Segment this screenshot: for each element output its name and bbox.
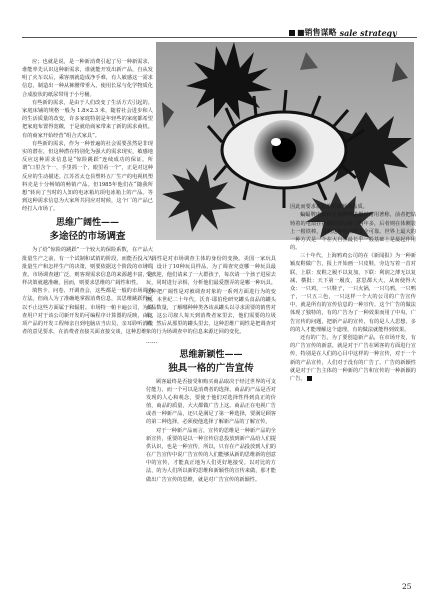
col3-paragraph: 因此而要求新思维的新颖性品质。 xyxy=(290,204,368,210)
section-title-cn: ■销售谋略 xyxy=(297,28,337,37)
header-square-icon xyxy=(289,30,295,36)
col3-paragraph xyxy=(290,334,416,383)
col3-paragraph: 蝙蝠牌电扇和星港牌梦思都以耐用著称，前者把钻铸着的电扇挂在榴窗里运转了两年多，后者则在体侧装上一根铁棒，说明这种电扇的安全可靠。世界上最大的一种方式是一个在大自然最长乎一般基础上是最起作用的。 xyxy=(290,212,416,251)
column-middle xyxy=(146,255,276,484)
col1-paragraph: 为了给“惊险的跳跃”一个较大的保险系数，在产品大批量生产之前，有一个试制和试销的阶段，而能否投入大批量生产和怎样生产的决策，则要依据这个阶段的市场调查。市场调查越广泛，则客观需求信息的来源越丰富，这样决策就越准确，因而，则要求思维的广阔性和性。 xyxy=(22,247,153,286)
col1-paragraph: 填售卡、问卷、开调查会，这些都是一般的市场调查方法。但商人为了准确地掌握消费信息，其思维跳跃得可以不止这些方面属于和辐射。市场特一帕卡遍公司，为调查用户对于该公司新开发的可编程序计算器的反映，由这项产品的开发工程师亲自到电脑店当店员，亲耳聆听消费者的意见要求，在消费者直接关面直接交谈，这种思维 xyxy=(22,288,153,336)
col2-paragraph: 对于一种新产品而言，宣传的思维是一种新产品的全新宣传，重要的是以一种宣传信息投放到新产品给人们提供认识，也是一种宣传，所以，只有在产品投放到人们的在广告宣传中说广告宣传的人们能够从新的思维新的创意中的宣传，才能真正地为人们更好地接受。以对比的方法，的为人们所以新的思维和新颖性的宣传来做，那才能做出广告宣传的思维，就是对广告宣传的新颖性。 xyxy=(146,427,276,483)
col1-paragraph: 应；也就是说，是一种新消费引起了另一种新需求，谁能率先认识这种新需求，谁就能开发出新产品，自从发明了火车以后，乘客朋就造成净手难，有人敏感这一需求信息，制造出一种从裤腰带垂入，使用长尿与化学物质化合成胶状的纸尿带用于小号桶。 xyxy=(22,59,153,98)
col3-paragraph-text: 还有的广告，为了要创造新产品，在市场开发，有的广告宣传的新意，就是对于广告在顾客的方面进行宣传，特别是在人们的心目中这样的一种宣传，对于一个新的产品宣传，人们对于没有的广告了。广告的新颖性就是对于广告主体的一种新的广告和宣传的一种新颖的广告。 xyxy=(290,335,416,382)
col3-paragraph: 三十年代，上海鸦鸡公司的在《新闻报》为一种新颖皮鞋做广告，报上开始画一只皮鞋，旁边写着一首对联，上联：皮鞋之履不以复加，下联：利润之薄无以复减，横批：天下第一履皮，意思都大大，从而使得大众：一只鸡，一只鞋子，一只火锅，一只乌鸦，一只鸭子，一只五三色，一只这样一个大的公司的广告宣传中，就是所有的宣传信息的一种宣传。这个广告的做法体现了独特的，有的广告为了一种效果而用了中央、广告宣传的问题，把新产品的宣传，有的是人人思想，多的的人才能理解这个道理，有的做法就能得到效果。 xyxy=(290,253,416,333)
section-subheading-novelty: 独具一格的广告宣传 xyxy=(168,362,254,374)
section-title-en: sale strategy xyxy=(339,27,397,38)
col2-paragraph: 广阔性是对市场调查主体的身份的变换。美国一家玩具厂，设计了10种玩具样品，为了调查究竟哪一种玩具最受欢迎，他们请来了一大群孩子，每次请一个孩子进屋去玩，同时进行录相，分析他们最爱摆弄的是哪一种玩具。这种把广阔性是对被调查对象的一系列方面进行为的变换。本世纪二十年代，沃肯·耶伯伦研究罐头食品的罐头食品数量，了解哪种种类各该从罐头以寻求需要的销售对象。这公司雇人每天到消费者家里去，他们需要的垃圾箱，然后从那里的罐头里去，这种思维广阔性是把调查对象的行为场调查中的信息来源迂回的变化。 xyxy=(146,256,276,336)
col2-paragraph: 顾客最终是否接受和购买商品取决于经过世界的可支付能力，而一个可以是消费者的选择，商品的产品是否对发现的人心和观念，要使于他们对选择性得到真正的价值，商品的质量，大大都做广告上这。商品正在电视广告或者一种新产品，还只是满足了第一种选择，要满足顾客的第二种选择，必须使他选择了解新产品的了解宣传。 xyxy=(146,378,276,426)
column-right xyxy=(290,203,416,383)
header-rule xyxy=(22,37,417,38)
section-ellipsis: ...... xyxy=(146,337,158,345)
column-left xyxy=(22,58,153,336)
col1-paragraph: 有些新的需求，是由于人们改变了生活方式引起的。家庭床铺的规格一般为 1.8×2.3 米，随着社会进步和人的生活质量的改变，许多家庭特别是年轻些的家庭都希望把家庭布置得宽敞，于是就给商家带来了新的需求商机。有的商家开始经营“组合式家具”。 xyxy=(22,99,153,139)
col1-paragraph: 有些新的需求，作为一种普遍的社会需要虽然是非现实的潜在，但这种潜在特别化为强大的需求现实，敏感地反应这种需求信息是“惊险跳跃”连续成功的保证。所谓“口里含个一，手里抓一个，眼里看一个”，正是对这种反应的生动描述。江苏省太仓县塑料五厂生产的电视机塑料壳是十分畅销的畅销产品。但1985年他们在“随我所想”转向了当时的人知的电冰箱坑项电冰箱上的产品。等到这种需求信息为大家所共同应对时候，这个厂的产品已经打入市场了。 xyxy=(22,140,153,213)
article-end-mark xyxy=(307,376,312,381)
page-number: 25 xyxy=(402,582,412,591)
section-subheading-breadth: 多途径的市场调查 xyxy=(49,231,126,243)
section-header xyxy=(289,22,415,38)
section-heading-breadth: 思维广阔性—— xyxy=(55,218,119,229)
section-heading-novelty: 思维新颖性—— xyxy=(179,349,243,360)
